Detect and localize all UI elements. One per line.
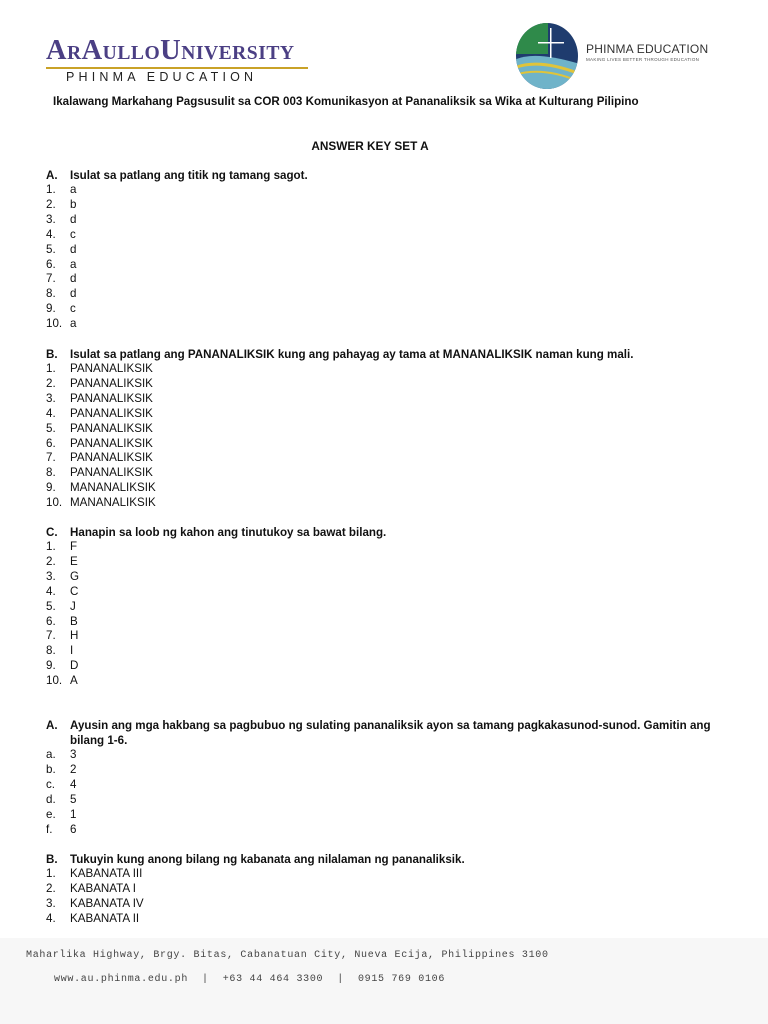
- section-heading: [46, 525, 386, 540]
- item-number: 5.: [46, 242, 56, 256]
- item-answer: d: [70, 272, 77, 286]
- answer-item: [46, 763, 726, 778]
- item-number: b.: [46, 762, 56, 776]
- item-number: 10.: [46, 317, 63, 331]
- item-number: 9.: [46, 302, 56, 316]
- answer-item: [46, 198, 308, 213]
- answer-item: [46, 570, 386, 585]
- item-answer: 6: [70, 822, 77, 836]
- item-number: 8.: [46, 287, 56, 301]
- item-answer: KABANATA I: [70, 881, 136, 895]
- item-answer: b: [70, 197, 77, 211]
- answer-item: [46, 644, 386, 659]
- item-answer: 1: [70, 807, 77, 821]
- section-b-true-false: [46, 347, 633, 511]
- item-answer: c: [70, 302, 76, 316]
- item-number: a.: [46, 748, 56, 761]
- item-number: 6.: [46, 614, 56, 628]
- item-number: 7.: [46, 629, 56, 643]
- item-answer: a: [70, 183, 77, 196]
- answer-item: [46, 183, 308, 198]
- item-number: 2.: [46, 197, 56, 211]
- footer-separator: |: [202, 974, 209, 985]
- section-instruction: Isulat sa patlang ang PANANALIKSIK kung ang pahayag ay tama at MANANALIKSIK naman kung mali.: [70, 348, 634, 361]
- section-instruction: Ayusin ang mga hakbang sa pagbubuo ng sulating pananaliksik ayon sa tamang pagkakasunod-sunod. Gamitin ang bilang 1-6.: [70, 719, 711, 747]
- answer-item: [46, 407, 633, 422]
- item-number: 8.: [46, 644, 56, 658]
- item-answer: PANANALIKSIK: [70, 391, 153, 405]
- answer-item: [46, 674, 386, 689]
- footer-contacts: [54, 974, 445, 985]
- item-answer: PANANALIKSIK: [70, 406, 153, 420]
- answer-item: [46, 302, 308, 317]
- page-footer: [0, 938, 768, 1024]
- item-answer: B: [70, 614, 78, 628]
- exam-title: Ikalawang Markahang Pagsusulit sa COR 003 Komunikasyon at Pananaliksik sa Wika at Kulturang Pilipino: [53, 95, 639, 108]
- item-number: c.: [46, 777, 56, 791]
- answer-item: [46, 392, 633, 407]
- item-answer: a: [70, 317, 77, 331]
- answer-list: [46, 867, 465, 927]
- item-number: 1.: [46, 183, 56, 196]
- answer-item: [46, 867, 465, 882]
- item-answer: D: [70, 659, 79, 673]
- item-number: e.: [46, 807, 56, 821]
- answer-item: [46, 272, 308, 287]
- answer-item: [46, 808, 726, 823]
- item-answer: 3: [70, 748, 77, 761]
- answer-item: [46, 748, 726, 763]
- item-number: 1.: [46, 362, 56, 375]
- item-answer: PANANALIKSIK: [70, 376, 153, 390]
- item-answer: a: [70, 257, 77, 271]
- footer-address: Maharlika Highway, Brgy. Bitas, Cabanatuan City, Nueva Ecija, Philippines 3100: [26, 950, 549, 961]
- item-number: 10.: [46, 674, 63, 688]
- item-number: 4.: [46, 911, 56, 925]
- phinma-logo-tagline: MAKING LIVES BETTER THROUGH EDUCATION: [586, 57, 700, 62]
- item-answer: G: [70, 569, 80, 583]
- answer-item: [46, 793, 726, 808]
- phinma-emblem-icon: [514, 20, 580, 90]
- answer-item: [46, 422, 633, 437]
- section-letter: A.: [46, 169, 58, 182]
- answer-item: [46, 615, 386, 630]
- item-answer: E: [70, 554, 78, 568]
- item-answer: F: [70, 540, 78, 553]
- answer-item: [46, 213, 308, 228]
- item-answer: MANANALIKSIK: [70, 496, 156, 510]
- item-answer: A: [70, 674, 78, 688]
- item-number: 3.: [46, 391, 56, 405]
- item-answer: d: [70, 242, 77, 256]
- section-heading: [46, 347, 633, 362]
- answer-item: [46, 437, 633, 452]
- section-heading: [46, 168, 308, 183]
- section-a-multiple-choice: [46, 168, 308, 332]
- item-number: 2.: [46, 881, 56, 895]
- answer-item: [46, 912, 465, 927]
- item-answer: MANANALIKSIK: [70, 481, 156, 495]
- footer-mobile: 0915 769 0106: [357, 974, 446, 985]
- item-number: 9.: [46, 659, 56, 673]
- au-logo-subtitle: PHINMA EDUCATION: [66, 70, 258, 84]
- item-answer: PANANALIKSIK: [70, 436, 153, 450]
- section-a-ordering: [46, 718, 726, 837]
- answer-item: [46, 600, 386, 615]
- item-number: d.: [46, 792, 56, 806]
- item-number: 3.: [46, 896, 56, 910]
- item-answer: KABANATA III: [70, 867, 143, 880]
- section-heading: [46, 718, 726, 748]
- item-number: 2.: [46, 376, 56, 390]
- item-number: 5.: [46, 421, 56, 435]
- item-number: 6.: [46, 257, 56, 271]
- au-logo-rule: [46, 67, 308, 69]
- item-number: 2.: [46, 554, 56, 568]
- section-letter: B.: [46, 853, 58, 866]
- answer-item: [46, 317, 308, 332]
- item-answer: PANANALIKSIK: [70, 466, 153, 480]
- au-logo-text: ArAulloUniversity: [46, 34, 295, 66]
- item-number: 7.: [46, 451, 56, 465]
- item-answer: d: [70, 287, 77, 301]
- item-number: 8.: [46, 466, 56, 480]
- answer-item: [46, 377, 633, 392]
- section-letter: A.: [46, 719, 58, 732]
- item-answer: KABANATA IV: [70, 896, 144, 910]
- section-instruction: Isulat sa patlang ang titik ng tamang sagot.: [70, 169, 308, 182]
- footer-website: www.au.phinma.edu.ph: [54, 974, 189, 985]
- answer-item: [46, 243, 308, 258]
- answer-item: [46, 362, 633, 377]
- item-number: 4.: [46, 584, 56, 598]
- answer-item: [46, 882, 465, 897]
- item-number: 5.: [46, 599, 56, 613]
- item-number: 1.: [46, 867, 56, 880]
- item-number: 3.: [46, 212, 56, 226]
- answer-item: [46, 496, 633, 511]
- section-instruction: Tukuyin kung anong bilang ng kabanata ang nilalaman ng pananaliksik.: [70, 853, 465, 866]
- footer-separator: |: [337, 974, 344, 985]
- section-b-chapters: [46, 852, 465, 927]
- item-answer: 5: [70, 792, 77, 806]
- answer-item: [46, 481, 633, 496]
- answer-item: [46, 228, 308, 243]
- answer-key-title: ANSWER KEY SET A: [311, 139, 429, 153]
- answer-item: [46, 466, 633, 481]
- answer-list: [46, 183, 308, 332]
- answer-item: [46, 451, 633, 466]
- item-answer: c: [70, 227, 76, 241]
- item-number: 7.: [46, 272, 56, 286]
- answer-item: [46, 585, 386, 600]
- item-number: 1.: [46, 540, 56, 553]
- answer-list: [46, 748, 726, 837]
- answer-item: [46, 287, 308, 302]
- answer-item: [46, 555, 386, 570]
- item-number: 6.: [46, 436, 56, 450]
- item-answer: 4: [70, 777, 77, 791]
- answer-item: [46, 258, 308, 273]
- item-answer: KABANATA II: [70, 911, 140, 925]
- item-answer: H: [70, 629, 79, 643]
- item-number: 9.: [46, 481, 56, 495]
- item-answer: C: [70, 584, 79, 598]
- section-c-matching: [46, 525, 386, 689]
- section-letter: B.: [46, 348, 58, 361]
- item-answer: 2: [70, 762, 77, 776]
- answer-item: [46, 629, 386, 644]
- item-answer: PANANALIKSIK: [70, 421, 153, 435]
- item-number: f.: [46, 822, 53, 836]
- phinma-education-logo: [514, 20, 709, 95]
- item-answer: PANANALIKSIK: [70, 362, 153, 375]
- item-number: 3.: [46, 569, 56, 583]
- answer-item: [46, 540, 386, 555]
- footer-phone: +63 44 464 3300: [222, 974, 324, 985]
- section-heading: [46, 852, 465, 867]
- item-number: 10.: [46, 496, 63, 510]
- answer-item: [46, 659, 386, 674]
- answer-item: [46, 823, 726, 838]
- item-answer: I: [70, 644, 74, 658]
- section-instruction: Hanapin sa loob ng kahon ang tinutukoy sa bawat bilang.: [70, 526, 387, 539]
- item-number: 4.: [46, 227, 56, 241]
- item-answer: J: [70, 599, 76, 613]
- answer-list: [46, 362, 633, 511]
- item-answer: d: [70, 212, 77, 226]
- answer-list: [46, 540, 386, 689]
- answer-item: [46, 778, 726, 793]
- item-number: 4.: [46, 406, 56, 420]
- phinma-logo-name: PHINMA EDUCATION: [586, 42, 709, 56]
- item-answer: PANANALIKSIK: [70, 451, 153, 465]
- araullo-university-logo: [46, 34, 300, 84]
- answer-item: [46, 897, 465, 912]
- section-letter: C.: [46, 526, 58, 539]
